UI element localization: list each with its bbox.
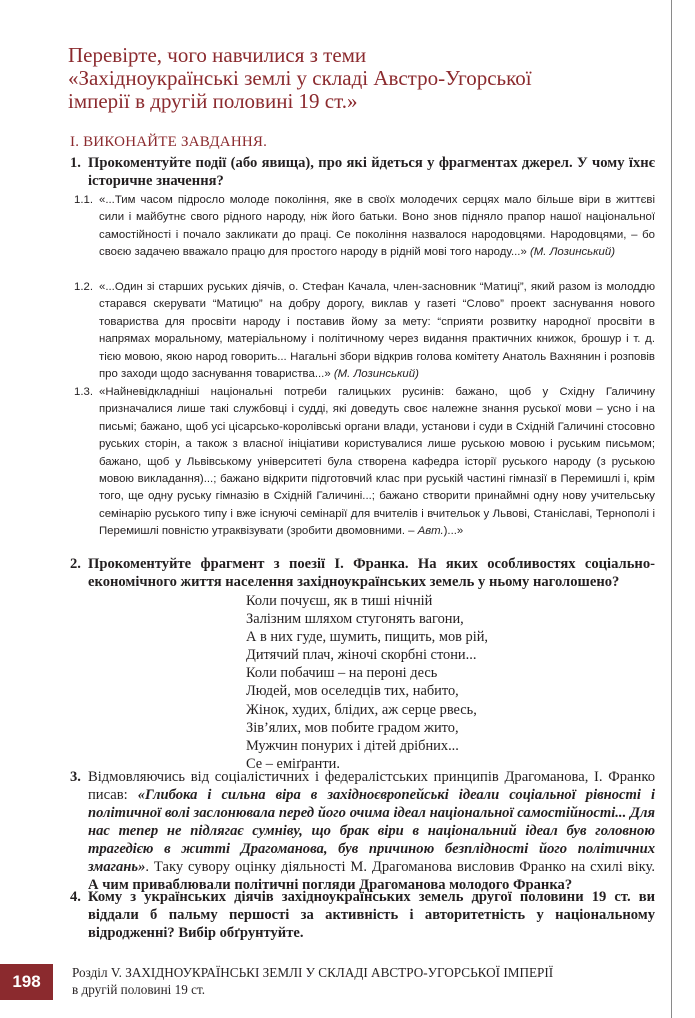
title-line-3: імперії в другій половині 19 ст.» [68, 89, 358, 113]
source-1-2 [74, 279, 655, 383]
poem-line: Коли побачиш – на пероні десь [246, 665, 438, 682]
footer-line-1: Розділ V. ЗАХІДНОУКРАЇНСЬКІ ЗЕМЛІ У СКЛАДІ АВСТРО-УГОРСЬКОЇ ІМПЕРІЇ [72, 965, 554, 980]
title-line-2: «Західноукраїнські землі у складі Австро-Угорської [68, 66, 532, 90]
source-1-3-author: Авт. [417, 525, 444, 538]
source-1-3-text: «Найневідкладніші національні потреби галицьких русинів: бажано, щоб у Східну Галичину призначалися лише такі службовці і судді, які доведуть своє належне знання руської мови – усно і на письмі; бажано, щоб усі цісарсько-королівські органи влади, установи і суди в Східній Галичині стосовно руських сторін, а також з власної ініціативи користувалися лише руською мовою і руським письмом; бажано, щоб у Львівському університеті була створена кафедра історії руського народу (з руською мовою викладання)...; бажано відкрити підготовчий клас при руській частині гімназії в Перемишлі і, крім того, ще одну руську гімназію в Східній Галичині...; бажано створити принаймні одну нову учительську семінарію руського типу і вже існуючі семінарії для вчителів і вчительок у Львові, Станіславі, Тернополі і Перемишлі повністю утраквізувати (зробити двомовними. – [99, 386, 655, 538]
poem [246, 592, 488, 773]
poem-line: Залізним шляхом стугонять вагони, [246, 611, 464, 628]
title-line-1: Перевірте, чого навчилися з теми [68, 43, 367, 67]
task-3 [70, 768, 655, 894]
footer-line-2: в другій половині 19 ст. [72, 982, 206, 997]
task-4-number: 4. [70, 889, 81, 905]
source-1-2-text: «...Один зі старших руських діячів, о. Стефан Качала, член-засновник “Матиці”, який разом із молоддю старався скерувати “Матицю” на добру дорогу, виклав у газеті “Слово” проект заснування нового товариства для просвіти народу і поставив йому за мету: “сприяти розвитку народної просвіти в напрямах моральному, матеріальному і політичному через видання практичних книжок, брошур і т. д. тією мовою, якою народ говорить... Нагальні збори відкрив голова комітету Анатоль Вахнянин і розповів про заходи щодо заснування товариства...» [99, 281, 655, 381]
page-edge-rule [671, 0, 672, 1018]
task-2-text: Прокоментуйте фрагмент з поезії І. Франка. На яких особливостях соціально-економічного життя населення західноукраїнських земель у ньому наголошено? [88, 556, 655, 590]
source-1-1-author: (М. Лозинський) [529, 246, 616, 259]
source-1-3 [74, 384, 655, 541]
poem-line: Мужчин понурих і дітей дрібних... [246, 737, 459, 754]
section-heading: I. ВИКОНАЙТЕ ЗАВДАННЯ. [70, 134, 268, 150]
poem-line: Жінок, худих, блідих, аж серце рвесь, [246, 701, 477, 718]
task-2-number: 2. [70, 556, 81, 572]
task-4 [70, 888, 655, 942]
poem-line: Людей, мов оселедців тих, набито, [246, 683, 459, 700]
source-1-2-number: 1.2. [74, 281, 93, 293]
page-number: 198 [0, 964, 53, 1000]
poem-line: Коли почуєш, як в тиші нічній [246, 593, 433, 609]
task-2 [70, 555, 655, 591]
poem-line: Зів’ялих, мов побите градом жито, [246, 719, 459, 736]
task-3-question: А чим приваблювали політичні погляди Драгоманова молодого Франка? [88, 877, 573, 893]
task-4-text: Кому з українських діячів західноукраїнських земель другої половини 19 ст. ви віддали б пальму першості за активність і авторитетність у національному відродженні? Вибір обґрунтуйте. [88, 889, 655, 941]
task-3-number: 3. [70, 769, 81, 785]
poem-line: Дитячий плач, жіночі скорбні стони... [246, 647, 477, 664]
task-1-text: Прокоментуйте події (або явища), про які йдеться у фрагментах джерел. У чому їхнє історичне значення? [88, 155, 655, 189]
task-1 [70, 154, 655, 190]
source-1-1-text: «...Тим часом підросло молоде покоління, яке в своїх молодечих серцях мало більше віри в життєві сили і майбутнє свого рідного народу, ніж його батьки. Воно знов підняло прапор нашої національної самостійності і почало закликати до праці. Се покоління назвалося народовцями. Народовцями, – бо своєю задачею вважало працю для простого народу в рідній мові того народу...» [99, 194, 655, 259]
source-1-1 [74, 192, 655, 262]
source-1-3-ending: )...» [443, 525, 464, 538]
source-1-1-number: 1.1. [74, 194, 93, 206]
task-1-number: 1. [70, 155, 81, 171]
poem-line: А в них гуде, шумить, пищить, мов рій, [246, 629, 489, 646]
running-footer [72, 964, 553, 998]
source-1-3-number: 1.3. [74, 386, 93, 398]
source-1-2-author: (М. Лозинський) [333, 368, 419, 381]
poem-line: Се – еміґранти. [246, 755, 340, 772]
task-3-quote: «Глибока і сильна віра в західноєвропейські ідеали соціальної рівності і політичної волі заслонювала перед його очима ідеал національної самостійності... Для нас тепер не підлягає сумніву, що брак віри в національний ідеал був головною трагедією в житті Драгоманова, був причиною безплідності його політичних змагань» [88, 787, 655, 875]
page-title [68, 44, 658, 113]
task-3-after: . Таку сувору оцінку діяльності М. Драгоманова висловив Франко на схилі віку. [145, 859, 655, 875]
task-3-intro: Відмовляючись від соціалістичних і федералістських принципів Драгоманова, І. Франко писав: [88, 769, 655, 803]
